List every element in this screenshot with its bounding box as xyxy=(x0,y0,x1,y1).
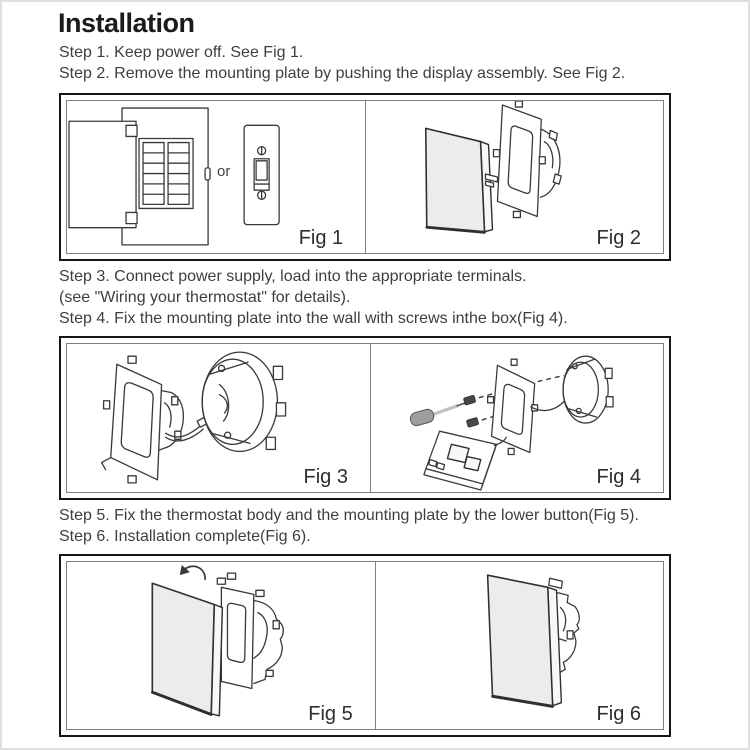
fig3-panel xyxy=(67,344,371,492)
step-1-text: Step 1. Keep power off. See Fig 1. xyxy=(59,44,304,61)
fig5-panel xyxy=(67,562,376,729)
step-2-text: Step 2. Remove the mounting plate by pushing the display assembly. See Fig 2. xyxy=(59,65,626,82)
fig3-label: Fig 3 xyxy=(303,466,348,488)
steps-block-3 xyxy=(59,505,639,547)
figure-box-3-inner xyxy=(66,561,664,730)
mounting-plate xyxy=(494,101,546,218)
step-5-text: Step 5. Fix the thermostat body and the mounting plate by the lower button(Fig 5). xyxy=(59,507,639,524)
figure-box-2 xyxy=(59,336,671,500)
figure-box-1-inner xyxy=(66,100,664,254)
light-switch xyxy=(244,125,279,224)
fig4-panel xyxy=(371,344,663,492)
fig5-label: Fig 5 xyxy=(308,703,353,725)
screwdriver xyxy=(409,403,464,427)
thermostat-body xyxy=(254,590,283,683)
push-arrow xyxy=(180,565,205,579)
step-3-text: Step 3. Connect power supply, load into the appropriate terminals. xyxy=(59,268,527,285)
fig1-label: Fig 1 xyxy=(298,227,344,249)
figure-box-1 xyxy=(59,93,671,261)
or-label: or xyxy=(217,163,231,180)
display-panel xyxy=(487,575,561,706)
breaker-panel xyxy=(69,108,210,245)
wall-box xyxy=(563,356,613,423)
fig2-panel xyxy=(366,101,663,253)
step-3-note: (see "Wiring your thermostat" for details). xyxy=(59,289,351,306)
wall-box xyxy=(202,352,285,451)
figure-box-2-inner xyxy=(66,343,664,493)
steps-block-1 xyxy=(59,42,625,84)
step-6-text: Step 6. Installation complete(Fig 6). xyxy=(59,528,311,545)
fig6-panel xyxy=(376,562,663,729)
screws xyxy=(463,395,478,427)
wires xyxy=(166,417,209,441)
mounting-plate xyxy=(102,356,162,483)
steps-block-2 xyxy=(59,266,568,329)
fig6-label: Fig 6 xyxy=(596,703,641,725)
display-panel xyxy=(152,583,222,716)
mounting-plate xyxy=(217,573,254,688)
page-title: Installation xyxy=(58,8,195,38)
fig1-panel xyxy=(67,101,366,253)
step-4-text: Step 4. Fix the mounting plate into the wall with screws inthe box(Fig 4). xyxy=(59,310,568,327)
figure-box-3 xyxy=(59,554,671,737)
fig2-label: Fig 2 xyxy=(596,227,641,249)
thermostat-base xyxy=(424,431,506,490)
display-panel xyxy=(426,128,493,232)
fig4-label: Fig 4 xyxy=(596,466,641,488)
